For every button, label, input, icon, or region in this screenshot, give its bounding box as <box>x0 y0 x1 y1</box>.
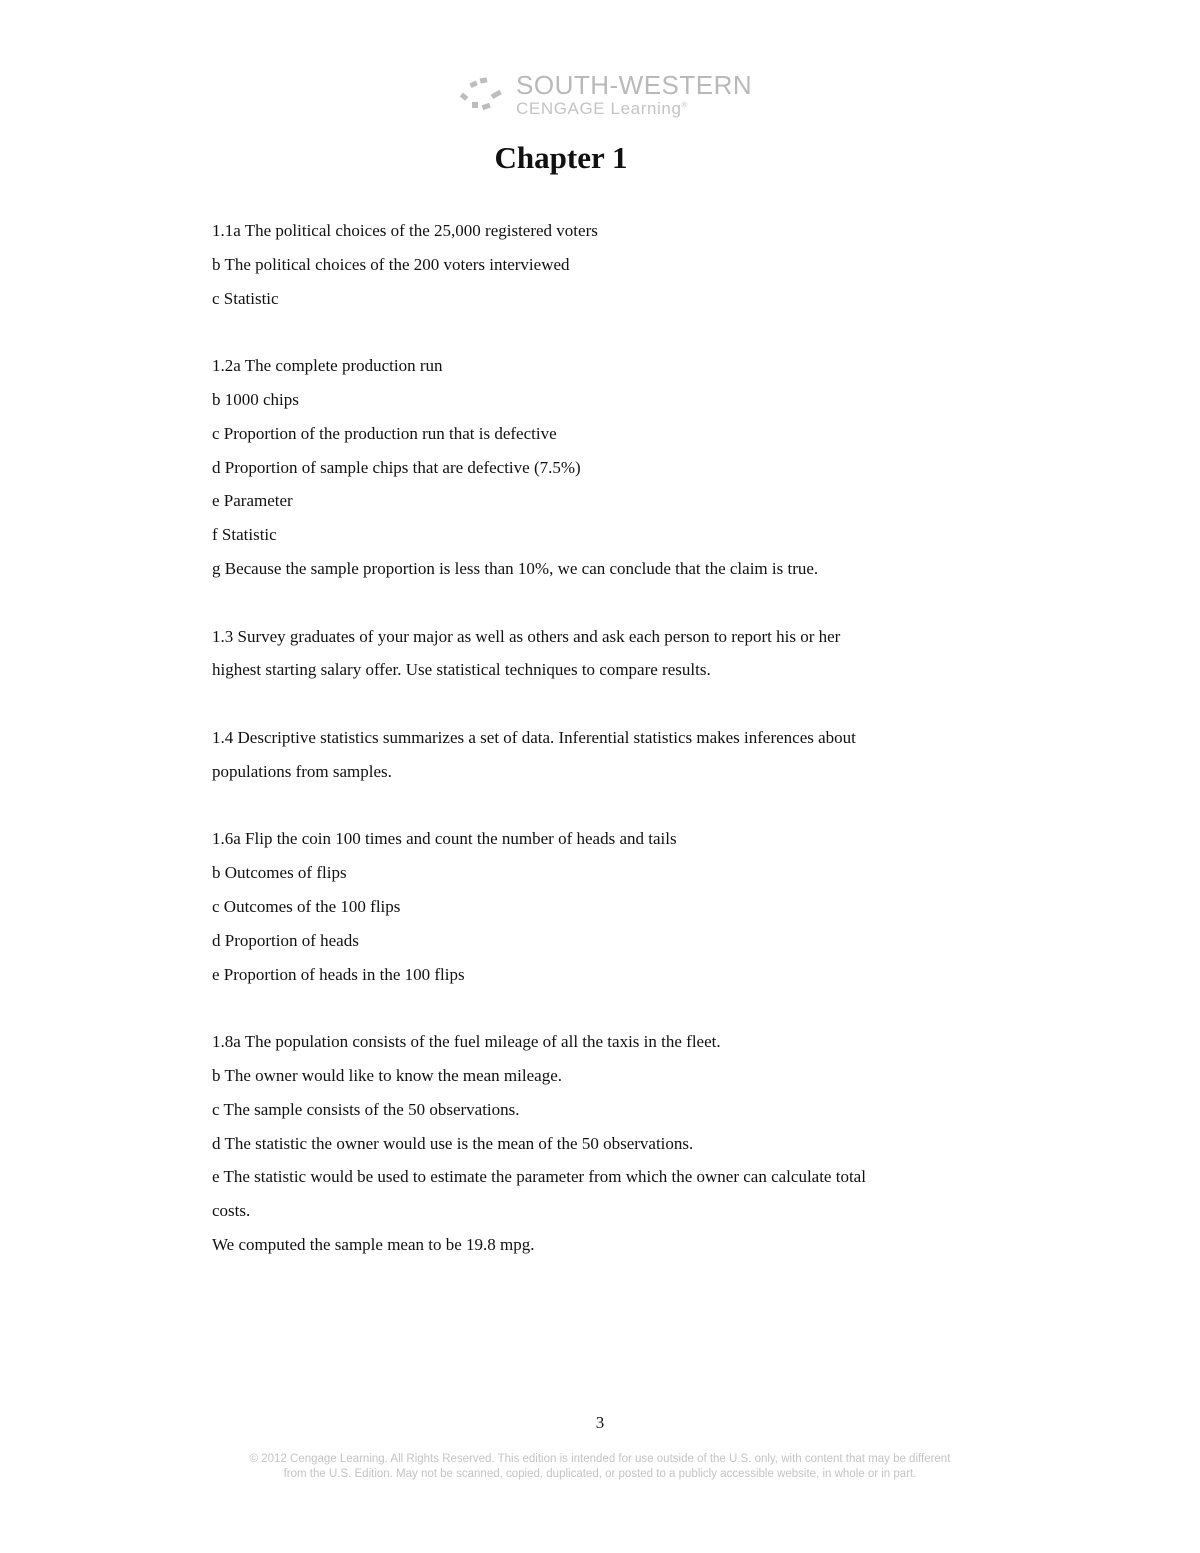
answer-line: f Statistic <box>212 525 277 545</box>
answer-line: populations from samples. <box>212 761 392 781</box>
answer-line: d Proportion of sample chips that are defective (7.5%) <box>212 457 581 477</box>
cengage-logo-icon <box>458 74 510 118</box>
copyright-line: © 2012 Cengage Learning. All Rights Reserved. This edition is intended for use outside of the U.S. only, with content that may be different <box>249 1453 951 1465</box>
answer-line: d The statistic the owner would use is the mean of the 50 observations. <box>212 1133 694 1153</box>
answer-line: b Outcomes of flips <box>212 863 347 883</box>
answer-line: b The owner would like to know the mean mileage. <box>212 1065 562 1085</box>
answer-line: b The political choices of the 200 voters interviewed <box>212 254 570 274</box>
answer-line: c Outcomes of the 100 flips <box>212 896 401 916</box>
answer-line: b 1000 chips <box>212 389 299 409</box>
copyright-line: from the U.S. Edition. May not be scanned, copied, duplicated, or posted to a publicly accessible website, in whole or in part. <box>283 1468 917 1480</box>
section-spacer <box>212 789 972 823</box>
logo-wordmark-south-western: SOUTH-WESTERN <box>516 70 753 100</box>
answer-line: 1.3 Survey graduates of your major as well as others and ask each person to report his or her <box>212 626 841 646</box>
answer-line: 1.1a The political choices of the 25,000 registered voters <box>212 221 598 240</box>
publisher-logo <box>458 70 758 122</box>
section-spacer <box>212 315 972 349</box>
answer-section <box>212 822 972 991</box>
answer-line: c The sample consists of the 50 observations. <box>212 1099 520 1119</box>
answer-line: 1.6a Flip the coin 100 times and count the number of heads and tails <box>212 829 677 849</box>
copyright-notice <box>0 1452 1200 1482</box>
chapter-title: Chapter 1 <box>494 140 628 175</box>
answers-body <box>212 214 972 1262</box>
section-spacer <box>212 687 972 721</box>
answer-section <box>212 214 972 315</box>
section-spacer <box>212 991 972 1025</box>
answer-section <box>212 721 972 789</box>
answer-line: e The statistic would be used to estimate the parameter from which the owner can calculate total <box>212 1167 866 1187</box>
section-spacer <box>212 586 972 620</box>
answer-line: 1.8a The population consists of the fuel mileage of all the taxis in the fleet. <box>212 1032 721 1052</box>
answer-line: costs. <box>212 1201 251 1221</box>
answer-line: e Proportion of heads in the 100 flips <box>212 964 465 984</box>
answer-line: c Proportion of the production run that is defective <box>212 423 557 443</box>
answer-line: highest starting salary offer. Use statistical techniques to compare results. <box>212 660 711 680</box>
page-number: 3 <box>595 1413 605 1432</box>
answer-line: 1.4 Descriptive statistics summarizes a set of data. Inferential statistics makes inferences about <box>212 727 856 747</box>
answer-line: c Statistic <box>212 288 279 308</box>
answer-line: g Because the sample proportion is less than 10%, we can conclude that the claim is true. <box>212 558 819 578</box>
answer-line: e Parameter <box>212 491 293 511</box>
answer-section <box>212 1025 972 1262</box>
answer-section <box>212 349 972 586</box>
answer-line: We computed the sample mean to be 19.8 mpg. <box>212 1234 535 1254</box>
answer-section <box>212 620 972 688</box>
logo-wordmark-cengage: CENGAGE Learning® <box>516 99 689 118</box>
answer-line: 1.2a The complete production run <box>212 356 443 376</box>
answer-line: d Proportion of heads <box>212 930 359 950</box>
